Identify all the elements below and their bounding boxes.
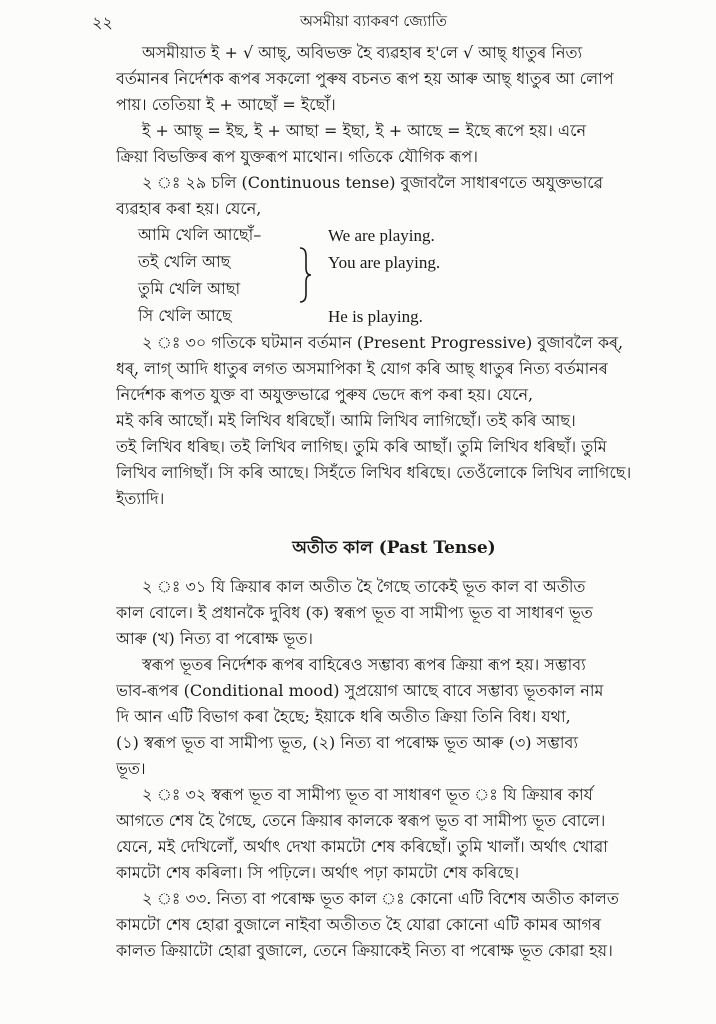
page-header <box>0 10 716 38</box>
paragraph-line: ধৰ্, লাগ্ আদি ধাতুৰ লগত অসমাপিকা ই যোগ কৰি আছ্ ধাতুৰ নিত্য বৰ্তমানৰ <box>116 359 608 378</box>
section-title: অতীত কাল (Past Tense) <box>292 538 496 558</box>
section-2-30-line: ২ ঃ ৩০ গতিকে ঘটমান বৰ্তমান (Present Progressive) বুজাবলৈ কৰ্, <box>142 333 624 352</box>
example-english: We are playing. <box>328 225 435 245</box>
paragraph-line: আৰু (খ) নিত্য বা পৰোক্ষ ভূত। <box>116 629 313 648</box>
section-2-29-line: ২ ঃ ২৯ চলি (Continuous tense) বুজাবলৈ সাধাৰণতে অযুক্তভাৱে <box>142 173 604 192</box>
paragraph-line: আগতে শেষ হৈ গৈছে, তেনে ক্ৰিয়াৰ কালকে স্বৰূপ ভূত বা সামীপ্য ভূত বোলে। <box>116 811 606 830</box>
paragraph-line: কামটো শেষ কৰিলা। সি পঢ়িলে। অৰ্থাৎ পঢ়া কামটো শেষ কৰিছে। <box>116 863 520 882</box>
running-title: অসমীয়া ব্যাকৰণ জ্যোতি <box>300 12 448 30</box>
paragraph-line: কামটো শেষ হোৱা বুজালে নাইবা অতীতত হৈ যোৱা কোনো এটি কামৰ আগৰ <box>116 915 602 934</box>
paragraph-line: কাল বোলে। ই প্ৰধানকৈ দুবিধ (ক) স্বৰূপ ভূত বা সামীপ্য ভূত বা সাধাৰণ ভূত <box>116 603 593 622</box>
paragraph-line: অসমীয়াত ই + √ আছ্, অবিভক্ত হৈ ব্যৱহাৰ হ'লে √ আছ্ ধাতুৰ নিত্য <box>142 43 583 62</box>
paragraph-line: দি আন এটি বিভাগ কৰা হৈছে; ইয়াকে ধৰি অতীত ক্ৰিয়া তিনি বিধ। যথা, <box>116 707 571 726</box>
paragraph-line: (১) স্বৰূপ ভূত বা সামীপ্য ভূত, (২) নিত্য বা পৰোক্ষ ভূত আৰু (৩) সম্ভাব্য <box>116 733 579 752</box>
example-row <box>116 303 672 330</box>
paragraph-line: তই লিখিব ধৰিছ। তই লিখিব লাগিছ। তুমি কৰি আছাঁ। তুমি লিখিব ধৰিছাঁ। তুমি <box>116 437 607 456</box>
brace-icon <box>298 232 328 294</box>
paragraph-line: ইত্যাদি। <box>116 489 165 508</box>
paragraph-line: ব্যৱহাৰ কৰা হয়। যেনে, <box>116 199 262 218</box>
paragraph-line: ভূত। <box>116 759 146 778</box>
paragraph-line: মই কৰি আছোঁ। মই লিখিব ধৰিছোঁ। আমি লিখিব লাগিছোঁ। তই কৰি আছ। <box>116 411 576 430</box>
section-2-32-line: ২ ঃ ৩২ স্বৰূপ ভূত বা সামীপ্য ভূত বা সাধাৰণ ভূত ঃ যি ক্ৰিয়াৰ কাৰ্য <box>142 785 593 804</box>
page-number: ২২ <box>92 13 113 32</box>
example-english: He is playing. <box>328 306 423 326</box>
paragraph-line: লিখিব লাগিছাঁ। সি কৰি আছে। সিহঁতে লিখিব ধৰিছে। তেওঁলোকে লিখিব লাগিছে। <box>116 463 632 482</box>
example-english: You are playing. <box>328 252 441 272</box>
paragraph-line: বৰ্তমানৰ নিৰ্দেশক ৰূপৰ সকলো পুৰুষ বচনত ৰূপ হয় আৰু আছ্ ধাতুৰ আ লোপ <box>116 69 614 88</box>
section-2-33-line: ২ ঃ ৩৩. নিত্য বা পৰোক্ষ ভূত কাল ঃ কোনো এটি বিশেষ অতীত কালত <box>142 889 619 908</box>
paragraph-line: যেনে, মই দেখিলোঁ, অৰ্থাৎ দেখা কামটো শেষ কৰিছোঁ। তুমি খালাঁ। অৰ্থাৎ খোৱা <box>116 837 608 856</box>
example-assamese: তই খেলি আছ <box>138 252 231 271</box>
example-row <box>116 249 672 276</box>
example-assamese: সি খেলি আছে <box>138 306 232 325</box>
example-assamese: তুমি খেলি আছা <box>138 279 241 298</box>
example-assamese: আমি খেলি আছোঁ– <box>138 225 262 244</box>
page-body <box>116 40 672 964</box>
paragraph-line: ই + আছ্ = ইছ, ই + আছা = ইছা, ই + আছে = ইছে ৰূপে হয়। এনে <box>142 121 587 140</box>
curly-brace-icon <box>298 246 312 304</box>
example-row <box>116 276 672 303</box>
paragraph-line: স্বৰূপ ভূতৰ নিৰ্দেশক ৰূপৰ বাহিৰেও সম্ভাব্য ৰূপৰ ক্ৰিয়া ৰূপ হয়। সম্ভাব্য <box>142 655 586 674</box>
example-row <box>116 222 672 249</box>
paragraph-line: কালত ক্ৰিয়াটো হোৱা বুজালে, তেনে ক্ৰিয়াকেই নিত্য বা পৰোক্ষ ভূত কোৱা হয়। <box>116 941 613 960</box>
paragraph-line: নিৰ্দেশক ৰূপত যুক্ত বা অযুক্তভাৱে পুৰুষ ভেদে ৰূপ কৰা হয়। যেনে, <box>116 385 534 404</box>
section-2-31-line: ২ ঃ ৩১ যি ক্ৰিয়াৰ কাল অতীত হৈ গৈছে তাকেই ভূত কাল বা অতীত <box>142 577 586 596</box>
paragraph-line: পায়। তেতিয়া ই + আছোঁ = ইছোঁ। <box>116 95 336 114</box>
paragraph-line: ক্ৰিয়া বিভক্তিৰ ৰূপ যুক্তৰূপ মাথোন। গতিকে যৌগিক ৰূপ। <box>116 147 478 166</box>
paragraph-line: ভাব-ৰূপৰ (Conditional mood) সুপ্ৰয়োগ আছে বাবে সম্ভাব্য ভূতকাল নাম <box>116 681 604 700</box>
